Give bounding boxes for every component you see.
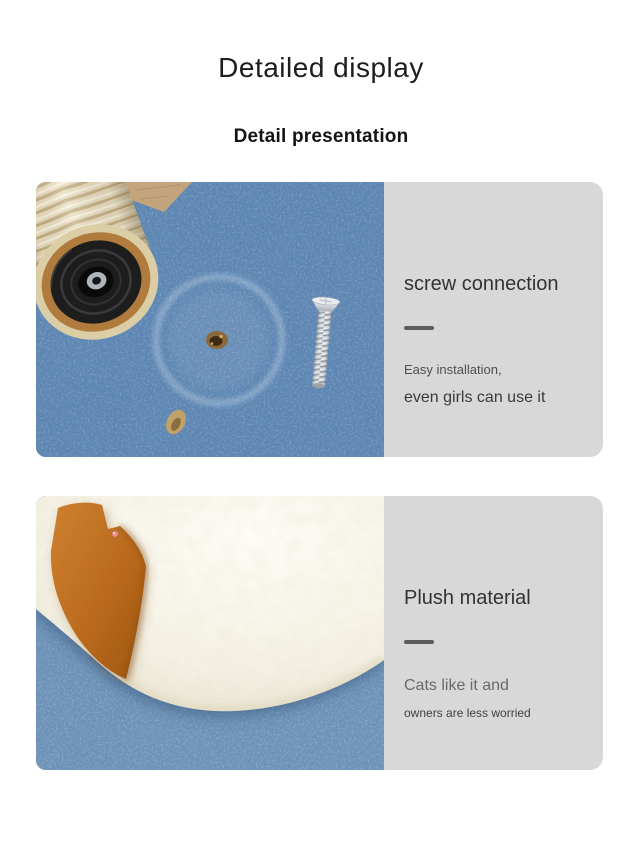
screw-hole [206,331,228,349]
plush-material-photo [36,496,384,770]
page-title: Detailed display [218,52,424,83]
page-subtitle: Detail presentation [233,126,409,148]
product-detail-page [0,52,642,852]
pink-bead [112,531,118,537]
panel-caption-small: owners are less worried [404,705,531,720]
screw-connection-photo [36,182,384,457]
panel-caption-big: even girls can use it [404,388,546,406]
dash-divider [404,326,434,330]
screw-connection-image [36,182,384,457]
plush-material-image [36,496,384,770]
panel-caption-small: Easy installation, [404,361,502,377]
detail-card-plush-material [36,496,603,770]
panel-title: screw connection [404,272,559,295]
plush-material-panel [384,496,603,770]
panel-caption-big: Cats like it and [404,676,509,694]
screw-connection-panel [384,182,603,457]
detail-card-screw-connection [36,182,603,457]
panel-title: Plush material [404,586,531,609]
dash-divider [404,640,434,644]
